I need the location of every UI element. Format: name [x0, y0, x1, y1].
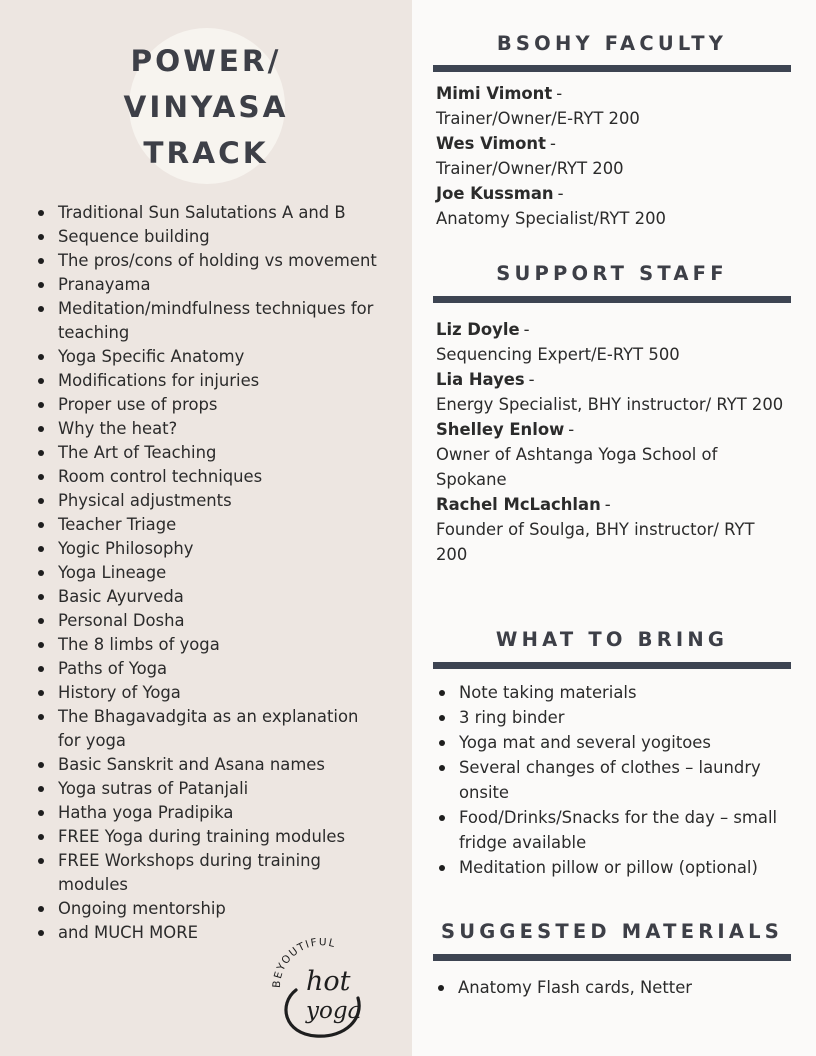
topic-item: Room control techniques [36, 465, 386, 489]
staff-name: Liz Doyle [436, 320, 520, 339]
staff-role: Sequencing Expert/E-RYT 500 [436, 345, 680, 364]
staff-role: Founder of Soulga, BHY instructor/ RYT 200 [436, 520, 755, 564]
bring-divider [433, 662, 791, 669]
staff-member [436, 181, 786, 231]
topic-item: and MUCH MORE [36, 921, 386, 945]
topic-item: The Art of Teaching [36, 441, 386, 465]
track-title-line: VINYASA [123, 90, 289, 124]
faculty-divider [433, 65, 791, 72]
name-dash: - [549, 134, 556, 153]
staff-role: Anatomy Specialist/RYT 200 [436, 209, 666, 228]
topic-item: Paths of Yoga [36, 657, 386, 681]
staff-member [436, 81, 786, 131]
support-list [436, 317, 786, 567]
support-divider [433, 296, 791, 303]
topic-item: Yoga Lineage [36, 561, 386, 585]
staff-member [436, 417, 786, 492]
topic-item: Modifications for injuries [36, 369, 386, 393]
faculty-list [436, 81, 786, 231]
topic-item: Yoga Specific Anatomy [36, 345, 386, 369]
topic-item: The pros/cons of holding vs movement [36, 249, 386, 273]
topic-item: Yogic Philosophy [36, 537, 386, 561]
faculty-heading: BSOHY FACULTY [496, 32, 728, 55]
bring-item: 3 ring binder [437, 705, 797, 730]
topic-item: Sequence building [36, 225, 386, 249]
name-dash: - [528, 370, 535, 389]
topic-item: Proper use of props [36, 393, 386, 417]
topic-item: Pranayama [36, 273, 386, 297]
staff-name: Joe Kussman [436, 184, 554, 203]
logo-script-bottom: yoga [306, 998, 362, 1024]
beyoutiful-hot-yoga-logo-icon [266, 938, 376, 1042]
staff-name: Mimi Vimont [436, 84, 553, 103]
topic-item: History of Yoga [36, 681, 386, 705]
staff-member [436, 367, 786, 417]
support-heading: SUPPORT STAFF [496, 262, 728, 285]
track-title [96, 38, 316, 176]
topic-item: Yoga sutras of Patanjali [36, 777, 386, 801]
staff-name: Rachel McLachlan [436, 495, 601, 514]
name-dash: - [568, 420, 575, 439]
topic-item: The Bhagavadgita as an explanation for yoga [36, 705, 386, 753]
name-dash: - [557, 184, 564, 203]
topic-item: The 8 limbs of yoga [36, 633, 386, 657]
topic-item: Hatha yoga Pradipika [36, 801, 386, 825]
topics-list [36, 201, 386, 945]
bring-item: Yoga mat and several yogitoes [437, 730, 797, 755]
bring-item: Meditation pillow or pillow (optional) [437, 855, 797, 880]
name-dash: - [604, 495, 611, 514]
logo-script-top: hot [306, 966, 351, 997]
bring-heading: WHAT TO BRING [495, 628, 729, 651]
topic-item: Meditation/mindfulness techniques for teaching [36, 297, 386, 345]
logo-arc-text: BEYOUTIFUL [270, 938, 338, 989]
staff-name: Lia Hayes [436, 370, 525, 389]
topic-item: Traditional Sun Salutations A and B [36, 201, 386, 225]
staff-role: Owner of Ashtanga Yoga School of Spokane [436, 445, 718, 489]
staff-role: Energy Specialist, BHY instructor/ RYT 200 [436, 395, 784, 414]
materials-list [436, 975, 796, 1000]
staff-name: Shelley Enlow [436, 420, 565, 439]
bring-item: Several changes of clothes – laundry onsite [437, 755, 797, 805]
material-item: Anatomy Flash cards, Netter [436, 975, 796, 1000]
bring-item: Food/Drinks/Snacks for the day – small fridge available [437, 805, 797, 855]
topic-item: Teacher Triage [36, 513, 386, 537]
materials-divider [433, 954, 791, 961]
track-title-line: TRACK [143, 136, 269, 170]
topic-item: Basic Sanskrit and Asana names [36, 753, 386, 777]
name-dash: - [556, 84, 563, 103]
topic-item: Personal Dosha [36, 609, 386, 633]
topic-item: FREE Yoga during training modules [36, 825, 386, 849]
topic-item: Basic Ayurveda [36, 585, 386, 609]
staff-name: Wes Vimont [436, 134, 546, 153]
staff-role: Trainer/Owner/E-RYT 200 [436, 109, 640, 128]
staff-role: Trainer/Owner/RYT 200 [436, 159, 624, 178]
bring-item: Note taking materials [437, 680, 797, 705]
topic-item: Ongoing mentorship [36, 897, 386, 921]
bring-list [437, 680, 797, 880]
staff-member [436, 492, 786, 567]
topic-item: Why the heat? [36, 417, 386, 441]
topic-item: Physical adjustments [36, 489, 386, 513]
track-title-line: POWER/ [130, 44, 282, 78]
materials-heading: SUGGESTED MATERIALS [440, 920, 784, 943]
staff-member [436, 131, 786, 181]
name-dash: - [523, 320, 530, 339]
topic-item: FREE Workshops during training modules [36, 849, 386, 897]
staff-member [436, 317, 786, 367]
